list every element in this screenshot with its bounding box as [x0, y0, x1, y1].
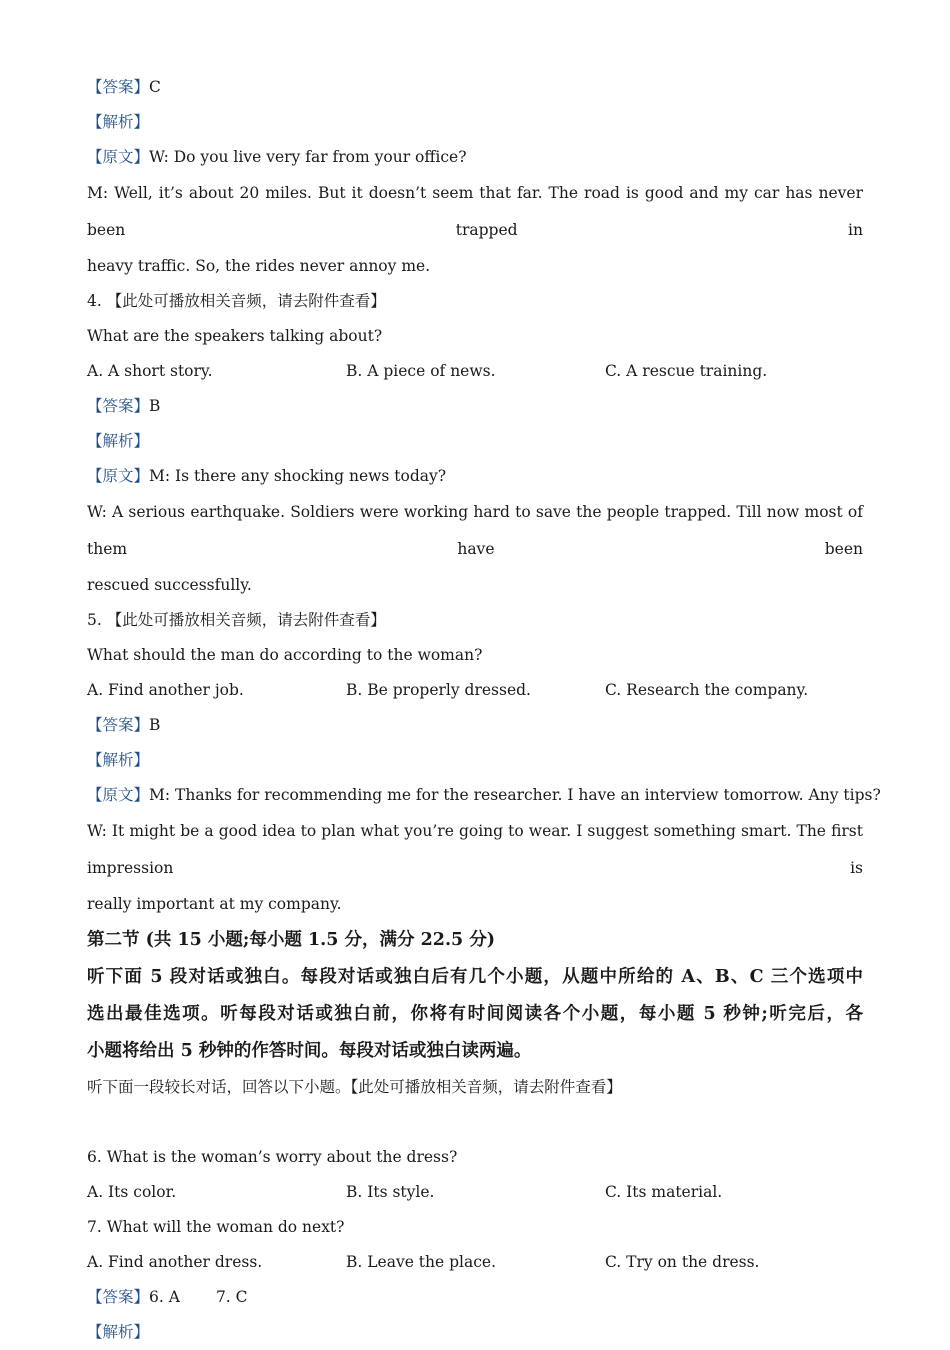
question-number: 5. — [87, 611, 102, 629]
analysis-label: 【解析】 — [87, 113, 150, 131]
q4-transcript-para: W: A serious earthquake. Soldiers were working hard to save the people trapped. Till now most of them have been — [87, 503, 863, 558]
option-c: C. Try on the dress. — [605, 1253, 760, 1271]
q67-answer-line — [87, 1280, 863, 1315]
option-b: B. A piece of news. — [346, 362, 496, 380]
answer-label: 【答案】 — [87, 716, 150, 734]
q5-header — [87, 603, 863, 638]
option-a: A. Find another job. — [87, 681, 244, 699]
transcript-label: 【原文】 — [87, 786, 150, 804]
section-heading: 第二节 (共 15 小题;每小题 1.5 分，满分 22.5 分) — [87, 930, 496, 950]
q4-options — [87, 354, 863, 389]
option-a: A. Its color. — [87, 1183, 177, 1201]
option-a: A. A short story. — [87, 362, 213, 380]
q3-analysis-line — [87, 105, 863, 140]
analysis-label: 【解析】 — [87, 1323, 150, 1341]
q7-question: 7. What will the woman do next? — [87, 1218, 345, 1236]
answer-6: 6. A — [149, 1288, 180, 1306]
q3-answer-line — [87, 70, 863, 105]
transcript-label: 【原文】 — [87, 148, 150, 166]
q4-answer-line — [87, 389, 863, 424]
q4-question: What are the speakers talking about? — [87, 327, 383, 345]
q4-transcript-para-end: rescued successfully. — [87, 576, 252, 594]
option-c: C. Research the company. — [605, 681, 809, 699]
option-c: C. A rescue training. — [605, 362, 768, 380]
answer-value: C — [149, 78, 161, 96]
option-a: A. Find another dress. — [87, 1253, 263, 1271]
q4-transcript-line — [87, 459, 863, 494]
q4-header — [87, 284, 863, 319]
q5-transcript-para: W: It might be a good idea to plan what you’re going to wear. I suggest something smart. The first impression is — [87, 822, 863, 877]
q3-transcript-line — [87, 140, 863, 175]
dialogue-intro: 听下面一段较长对话，回答以下小题。【此处可播放相关音频，请去附件查看】 — [87, 1078, 622, 1096]
answer-label: 【答案】 — [87, 397, 150, 415]
audio-note: 【此处可播放相关音频，请去附件查看】 — [106, 611, 386, 629]
answer-value: B — [149, 397, 161, 415]
option-b: B. Its style. — [346, 1183, 435, 1201]
section-instruction-1: 听下面 5 段对话或独白。每段对话或独白后有几个小题，从题中所给的 A、B、C 三个选项中 — [87, 967, 863, 987]
q7-options — [87, 1245, 863, 1280]
q6-options — [87, 1175, 863, 1210]
section-instruction-2: 选出最佳选项。听每段对话或独白前，你将有时间阅读各个小题，每小题 5 秒钟;听完后，各 — [87, 1004, 863, 1024]
answer-label: 【答案】 — [87, 78, 150, 96]
option-b: B. Be properly dressed. — [346, 681, 531, 699]
section-instruction-3: 小题将给出 5 秒钟的作答时间。每段对话或独白读两遍。 — [87, 1041, 532, 1061]
transcript-text: M: Is there any shocking news today? — [149, 467, 447, 485]
q5-analysis-line — [87, 743, 863, 778]
analysis-label: 【解析】 — [87, 751, 150, 769]
q5-question: What should the man do according to the woman? — [87, 646, 483, 664]
transcript-label: 【原文】 — [87, 467, 150, 485]
q4-analysis-line — [87, 424, 863, 459]
q5-transcript-line — [87, 778, 881, 813]
audio-note: 【此处可播放相关音频，请去附件查看】 — [106, 292, 386, 310]
q3-transcript-para: M: Well, it’s about 20 miles. But it doesn’t seem that far. The road is good and my car has never been trapped in — [87, 184, 863, 239]
answer-7: 7. C — [215, 1288, 248, 1306]
q3-transcript-para-end: heavy traffic. So, the rides never annoy me. — [87, 257, 431, 275]
option-b: B. Leave the place. — [346, 1253, 497, 1271]
q6-question: 6. What is the woman’s worry about the dress? — [87, 1148, 458, 1166]
analysis-label: 【解析】 — [87, 432, 150, 450]
blank-line — [87, 1105, 863, 1140]
q5-options — [87, 673, 863, 708]
q67-analysis-line — [87, 1315, 863, 1350]
q5-transcript-para-end: really important at my company. — [87, 895, 342, 913]
q5-answer-line — [87, 708, 863, 743]
question-number: 4. — [87, 292, 102, 310]
answer-value: B — [149, 716, 161, 734]
answer-label: 【答案】 — [87, 1288, 150, 1306]
transcript-text: W: Do you live very far from your office? — [149, 148, 467, 166]
document-page — [87, 70, 881, 1350]
transcript-text: M: Thanks for recommending me for the researcher. I have an interview tomorrow. Any tips? — [149, 786, 881, 804]
option-c: C. Its material. — [605, 1183, 723, 1201]
